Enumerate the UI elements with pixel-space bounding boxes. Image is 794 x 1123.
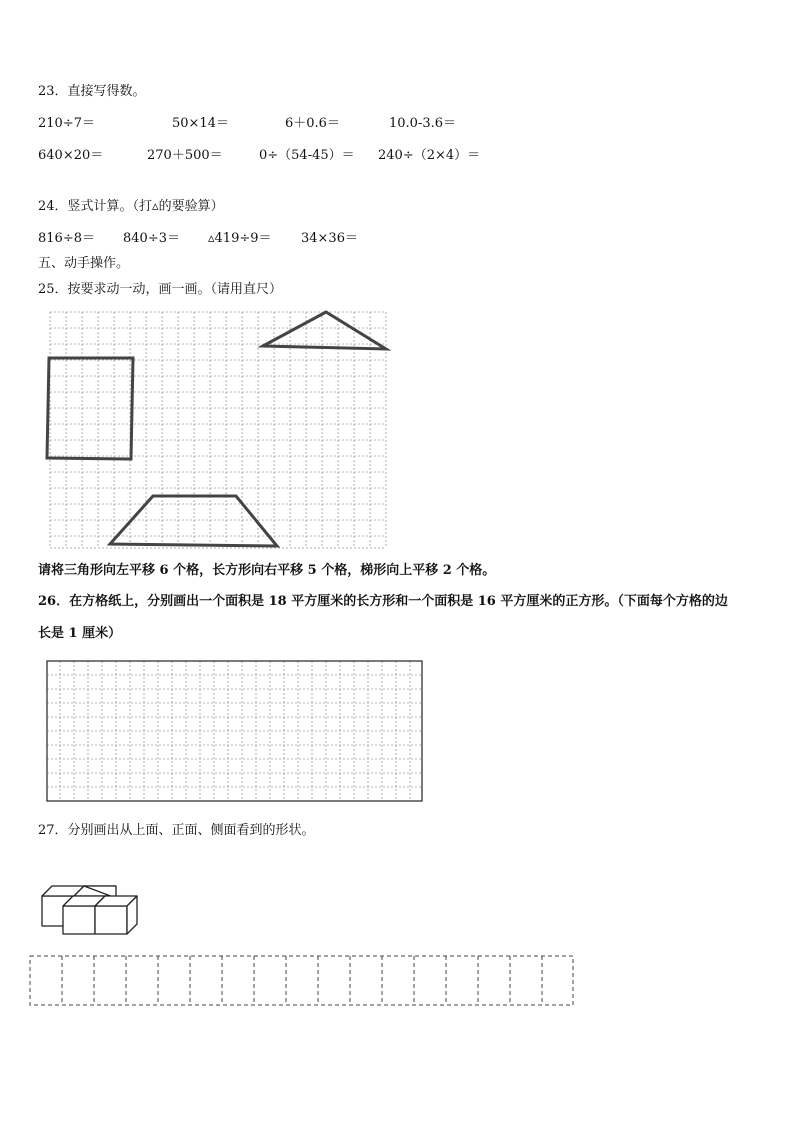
q26-line1: 26．在方格纸上，分别画出一个面积是 18 平方厘米的长方形和一个面积是 16 平方厘米的正方形。（下面每个方格的边: [38, 594, 728, 609]
q25-instruction: 请将三角形向左平移 6 个格，长方形向右平移 5 个格，梯形向上平移 2 个格。: [38, 563, 496, 578]
q23-r1-item1: 210÷7＝: [38, 116, 95, 131]
q24-item3: ▵419÷9＝: [208, 231, 272, 246]
q24-item2: 840÷3＝: [123, 231, 180, 246]
rectangle-shape: [47, 358, 133, 459]
q23-title: 23．直接写得数。: [38, 84, 146, 99]
q26-grid-paper: [46, 660, 424, 803]
cubes-figure: [40, 880, 145, 935]
q25-grid-figure: [45, 308, 390, 548]
q24-item4: 34×36＝: [301, 231, 358, 246]
q23-r2-item3: 0÷（54-45）＝: [259, 148, 355, 163]
triangle-shape: [263, 312, 386, 349]
q27-drawing-boxes: [29, 955, 575, 1007]
q23-r1-item2: 50×14＝: [172, 116, 229, 131]
q23-r1-item4: 10.0-3.6＝: [389, 116, 457, 131]
q23-r2-item2: 270＋500＝: [147, 148, 223, 163]
q24-item1: 816÷8＝: [38, 231, 95, 246]
q23-r2-item4: 240÷（2×4）＝: [378, 148, 481, 163]
section5-title: 五、动手操作。: [38, 256, 130, 271]
q27-title: 27．分别画出从上面、正面、侧面看到的形状。: [38, 823, 315, 838]
q26-line2: 长是 1 厘米）: [38, 626, 122, 641]
q24-title: 24．竖式计算。（打▵的要验算）: [38, 199, 224, 214]
q26-grid: [47, 661, 422, 801]
q25-title: 25．按要求动一动，画一画。（请用直尺）: [38, 282, 283, 297]
q23-r1-item3: 6＋0.6＝: [285, 116, 340, 131]
trapezoid-shape: [110, 496, 277, 546]
q23-r2-item1: 640×20＝: [38, 148, 104, 163]
